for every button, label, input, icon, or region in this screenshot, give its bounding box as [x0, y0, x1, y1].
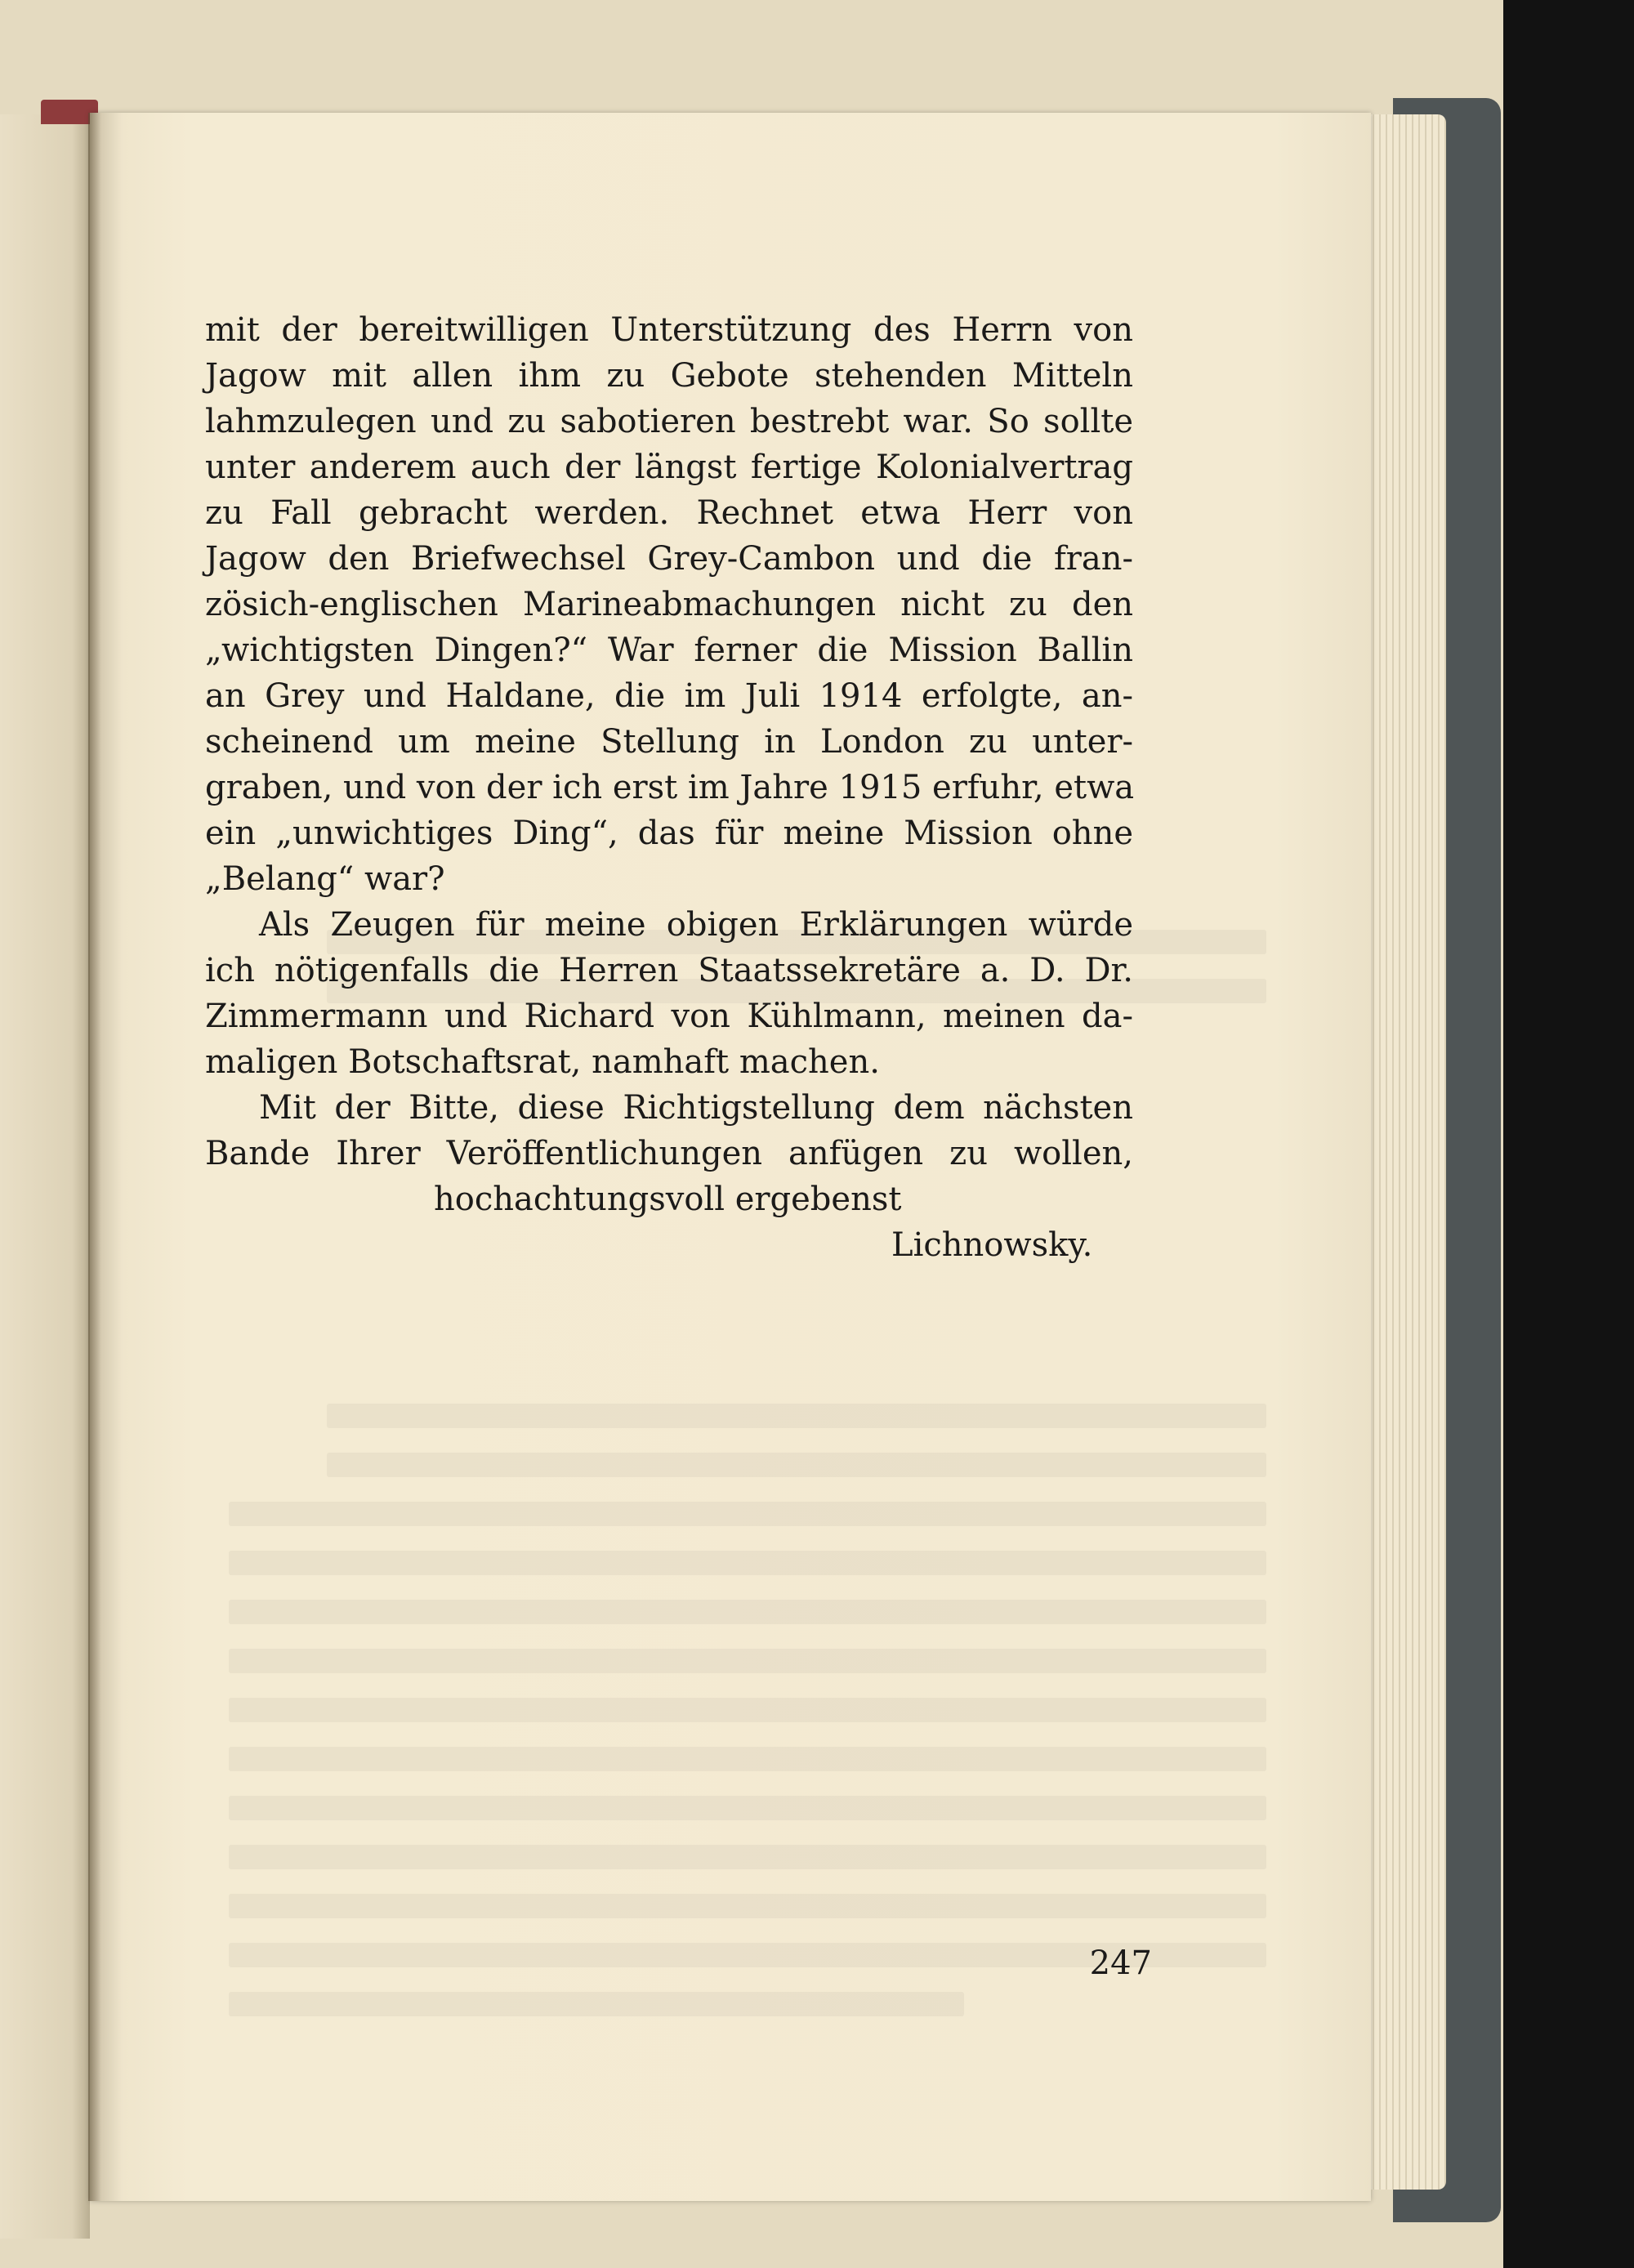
gutter-shadow	[88, 113, 101, 2201]
text-line: Jagow mit allen ihm zu Gebote stehenden Mitteln	[205, 357, 1133, 395]
text-line: zu Fall gebracht werden. Rechnet etwa Herr von	[205, 494, 1133, 532]
scan-background	[1503, 0, 1634, 2268]
closing-phrase: hochachtungsvoll ergebenst	[434, 1181, 902, 1218]
show-through	[229, 1600, 1266, 1624]
show-through	[229, 1502, 1266, 1526]
text-line: ich nötigenfalls die Herren Staatssekretäre a. D. Dr.	[205, 952, 1133, 989]
show-through	[229, 1796, 1266, 1820]
show-through	[229, 1747, 1266, 1771]
text-line: mit der bereitwilligen Unterstützung des Herrn von	[205, 311, 1133, 349]
paragraph-first-line: Als Zeugen für meine obigen Erklärungen würde	[259, 906, 1133, 944]
text-line: lahmzulegen und zu sabotieren bestrebt war. So sollte	[205, 403, 1133, 440]
show-through	[229, 1551, 1266, 1575]
text-line: „wichtigsten Dingen?“ War ferner die Mission Ballin	[205, 632, 1133, 669]
text-line: unter anderem auch der längst fertige Kolonialvertrag	[205, 449, 1133, 486]
show-through	[229, 1845, 1266, 1869]
text-line: scheinend um meine Stellung in London zu unter-	[205, 723, 1133, 761]
text-line: zösich-englischen Marineabmachungen nicht zu den	[205, 586, 1133, 623]
text-line: Bande Ihrer Veröffentlichungen anfügen zu wollen,	[205, 1135, 1133, 1172]
show-through	[229, 1698, 1266, 1722]
show-through	[229, 1894, 1266, 1918]
signature-name: Lichnowsky.	[891, 1226, 1093, 1264]
paragraph-first-line: Mit der Bitte, diese Richtigstellung dem nächsten	[259, 1089, 1133, 1127]
show-through	[327, 1404, 1266, 1428]
text-line: an Grey und Haldane, die im Juli 1914 erfolgte, an-	[205, 677, 1133, 715]
left-facing-page	[0, 114, 90, 2239]
show-through	[229, 1992, 964, 2016]
text-line: ein „unwichtiges Ding“, das für meine Mission ohne	[205, 815, 1133, 852]
text-line: Jagow den Briefwechsel Grey-Cambon und die fran-	[205, 540, 1133, 578]
page-number: 247	[1089, 1944, 1152, 1982]
text-line: graben, und von der ich erst im Jahre 1915 erfuhr, etwa	[205, 769, 1135, 806]
text-line: „Belang“ war?	[205, 860, 445, 898]
show-through	[229, 1649, 1266, 1673]
show-through	[327, 1453, 1266, 1477]
text-line: maligen Botschaftsrat, namhaft machen.	[205, 1043, 880, 1081]
text-line: Zimmermann und Richard von Kühlmann, meinen da-	[205, 998, 1133, 1035]
